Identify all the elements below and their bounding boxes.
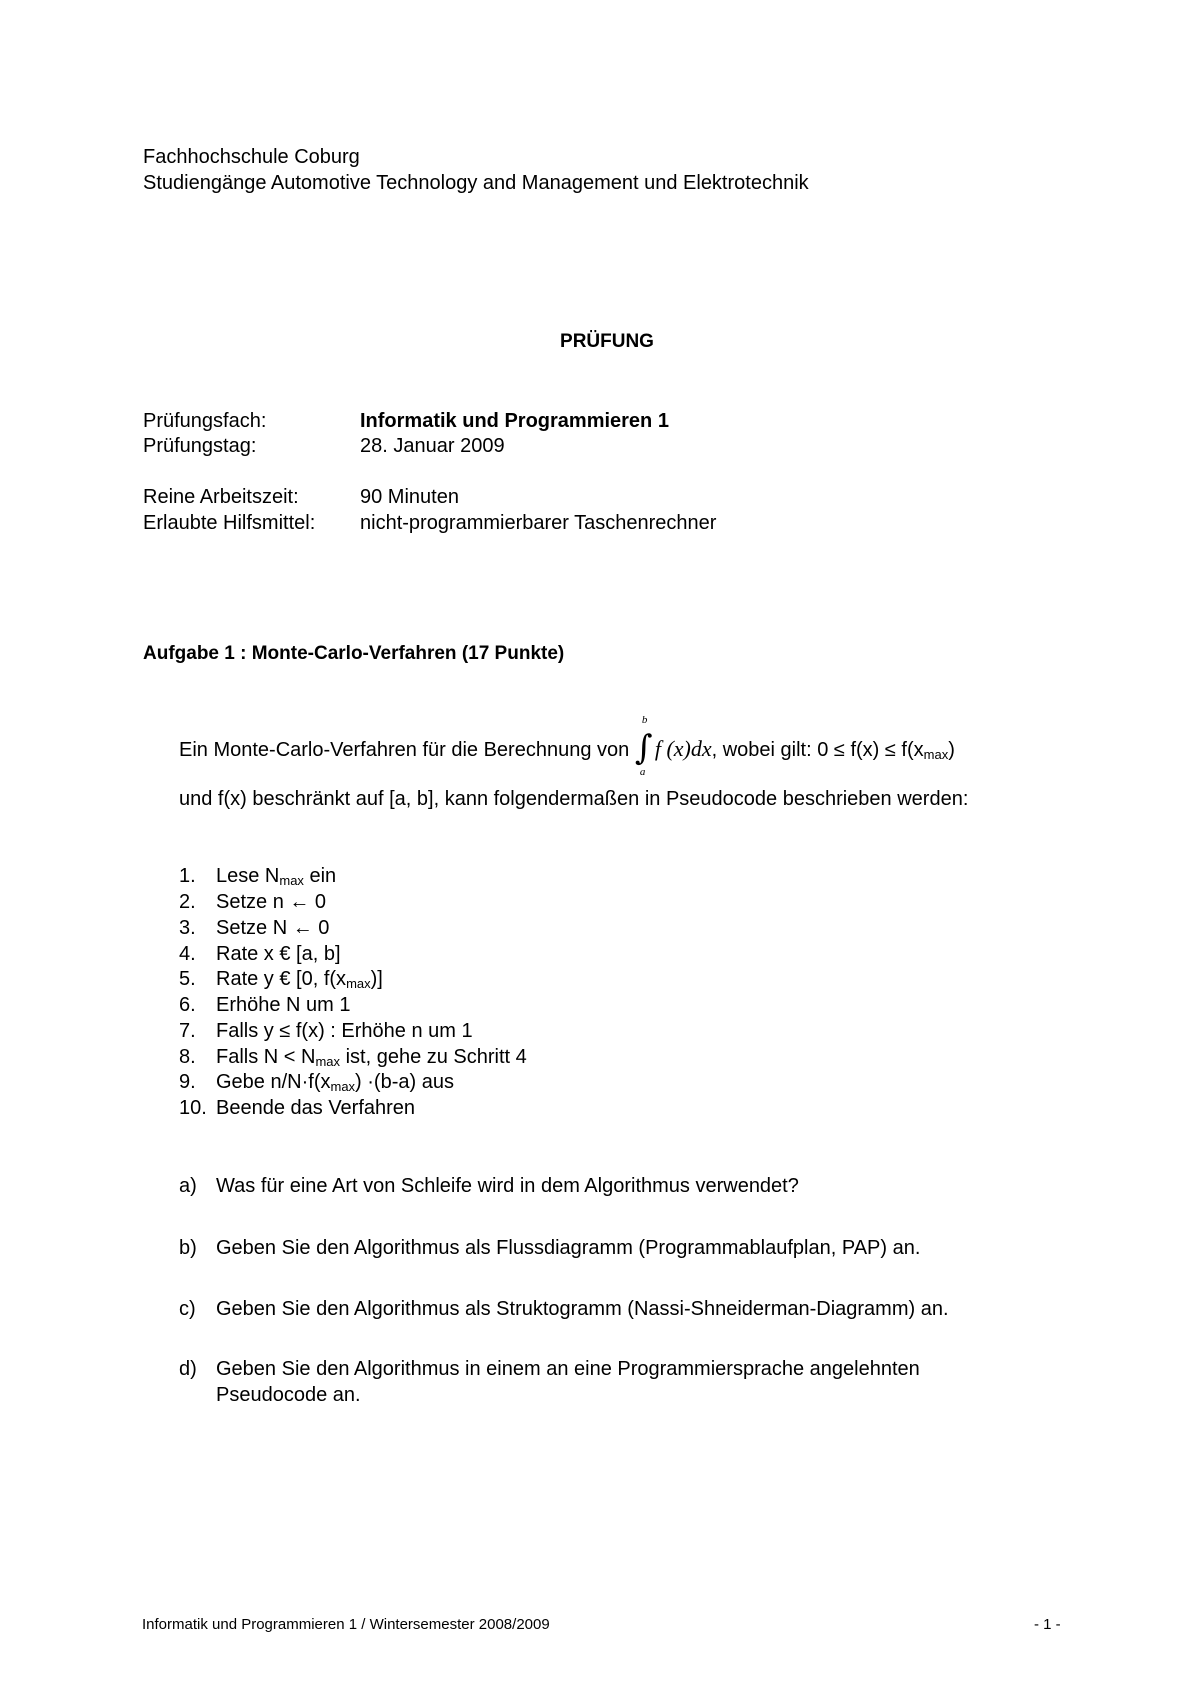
step-text: Setze N ← 0 <box>216 917 330 939</box>
step-text: Setze n ← 0 <box>216 891 327 913</box>
step-number: 9. <box>179 1071 196 1093</box>
step-text: Falls $N < N_{max}$ ist, gehe zu Schritt 4 <box>216 1046 527 1069</box>
question-text-continued: Pseudocode an. <box>216 1384 361 1406</box>
question-text: Geben Sie den Algorithmus in einem an eine Programmiersprache angelehnten <box>216 1358 920 1380</box>
school-name: Fachhochschule Coburg <box>143 146 360 168</box>
intro-text-before: Ein Monte-Carlo-Verfahren für die Berechnung von <box>179 739 630 761</box>
step-text: Rate x € [a, b] <box>216 943 341 965</box>
question-label: b) <box>179 1237 197 1259</box>
study-programs: Studiengänge Automotive Technology and Management und Elektrotechnik <box>143 172 809 194</box>
integral-symbol: ∫ b a <box>634 714 653 778</box>
step-number: 5. <box>179 968 196 990</box>
step-text: Lese $N_{max}$ ein <box>216 865 337 888</box>
aids-label: Erlaubte Hilfsmittel: <box>143 512 316 534</box>
question-text: Geben Sie den Algorithmus als Flussdiagramm (Programmablaufplan, PAP) an. <box>216 1237 921 1259</box>
task-intro-line1 <box>179 714 955 778</box>
exam-title: PRÜFUNG <box>560 331 654 352</box>
intro-text-end: ) <box>948 739 955 761</box>
task-intro-line2: und f(x) beschränkt auf [a, b], kann folgendermaßen in Pseudocode beschrieben werden: <box>179 788 969 810</box>
step-text: Rate y € [0, $f(x_{max})$] <box>216 968 383 991</box>
step-text: Falls y ≤ f(x) : Erhöhe n um 1 <box>216 1020 473 1042</box>
step-number: 6. <box>179 994 196 1016</box>
question-label: a) <box>179 1175 197 1197</box>
task-heading: Aufgabe 1 : Monte-Carlo-Verfahren (17 Punkte) <box>143 643 565 664</box>
subject-label: Prüfungsfach: <box>143 410 267 432</box>
intro-text-after: , wobei gilt: 0 ≤ f(x) ≤ f(x <box>711 739 924 761</box>
step-number: 8. <box>179 1046 196 1068</box>
step-text: Gebe $n/N\cdot f(x_{max}) \cdot(b-a)$ aus <box>216 1071 454 1094</box>
question-text: Geben Sie den Algorithmus als Struktogramm (Nassi-Shneiderman-Diagramm) an. <box>216 1298 949 1320</box>
step-number: 3. <box>179 917 196 939</box>
step-text: Erhöhe N um 1 <box>216 994 351 1016</box>
subject-value: Informatik und Programmieren 1 <box>360 410 669 432</box>
question-text: Was für eine Art von Schleife wird in dem Algorithmus verwendet? <box>216 1175 799 1197</box>
integrand: f (x)dx <box>654 736 712 761</box>
step-number: 2. <box>179 891 196 913</box>
page-number: - 1 - <box>1034 1616 1061 1633</box>
time-value: 90 Minuten <box>360 486 459 508</box>
time-label: Reine Arbeitszeit: <box>143 486 299 508</box>
date-label: Prüfungstag: <box>143 435 257 457</box>
step-number: 4. <box>179 943 196 965</box>
intro-subscript: max <box>923 747 949 762</box>
step-number: 1. <box>179 865 196 887</box>
date-value: 28. Januar 2009 <box>360 435 505 457</box>
footer-left: Informatik und Programmieren 1 / Wintersemester 2008/2009 <box>142 1616 550 1633</box>
question-label: d) <box>179 1358 197 1380</box>
integral-lower-limit: a <box>639 766 646 778</box>
step-number: 7. <box>179 1020 196 1042</box>
step-text: Beende das Verfahren <box>216 1097 416 1119</box>
question-label: c) <box>179 1298 196 1320</box>
step-number: 10. <box>179 1097 207 1119</box>
integral-upper-limit: b <box>641 714 648 726</box>
aids-value: nicht-programmierbarer Taschenrechner <box>360 512 717 534</box>
